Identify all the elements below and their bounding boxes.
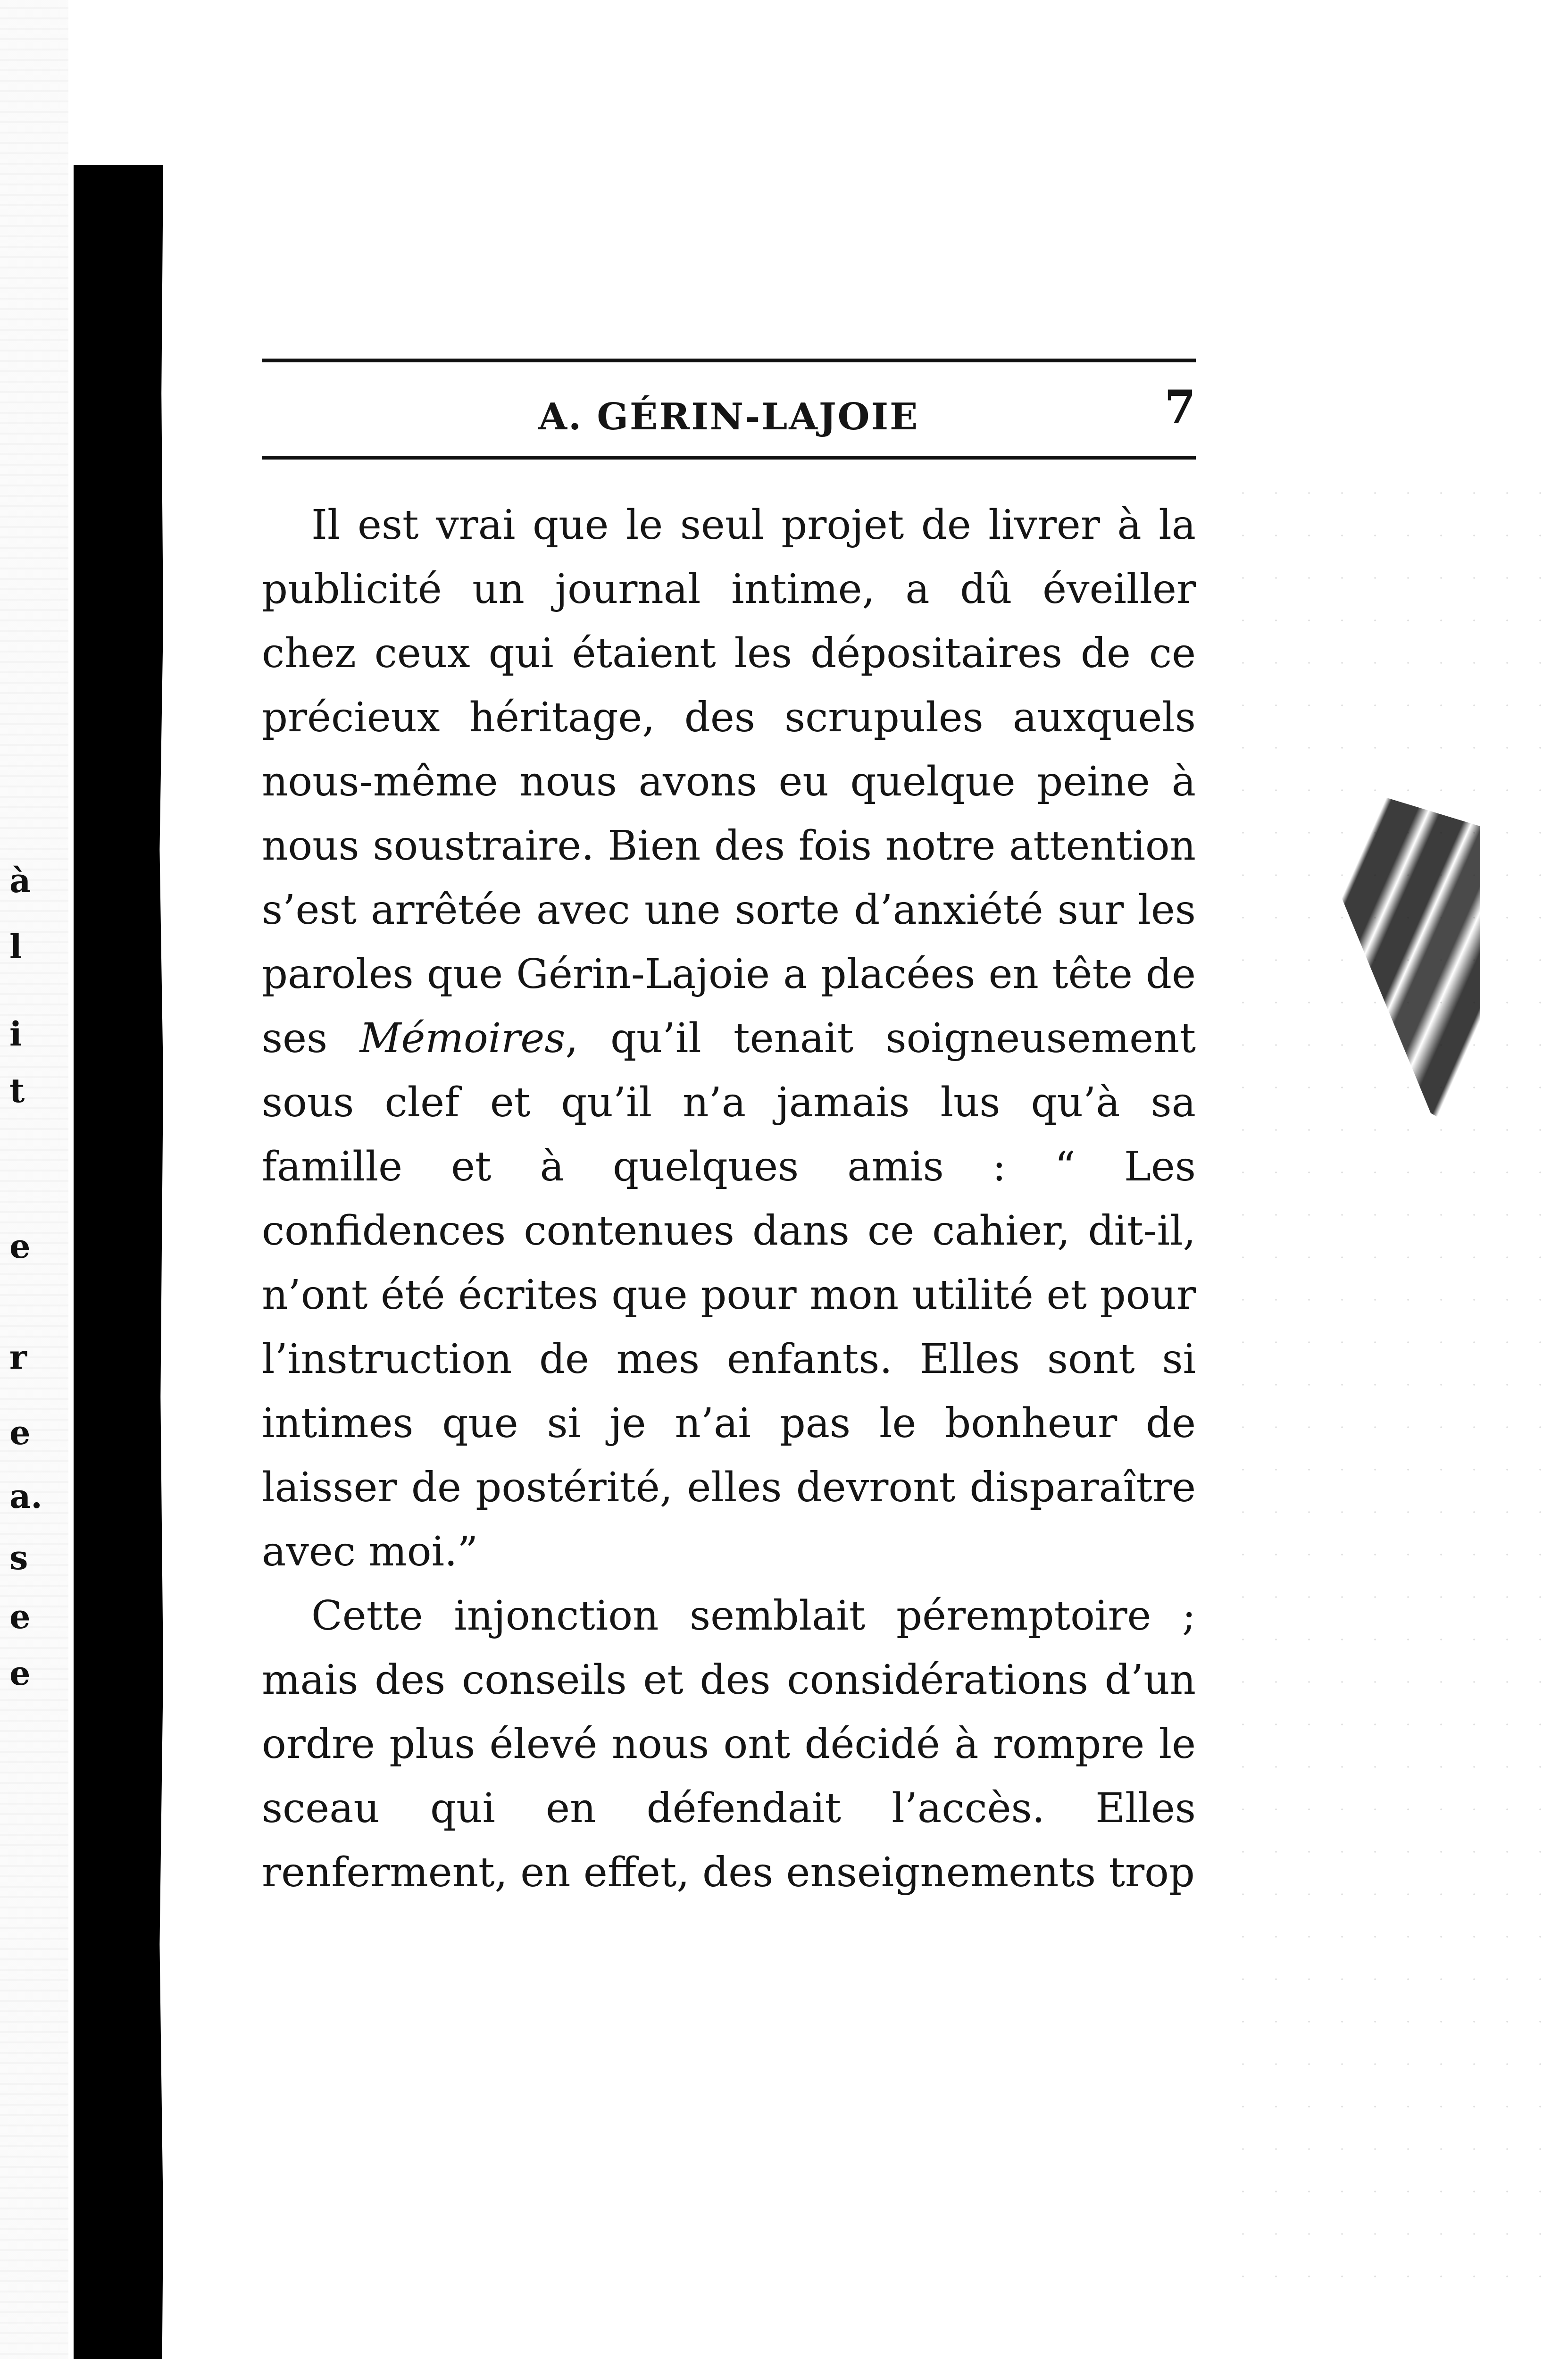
margin-fragment-2: l (9, 927, 22, 966)
previous-page-margin-fragments (0, 349, 45, 1717)
paragraph-1-ending: , qu’il tenait soigneusement sous clef et qu’il n’a jamais lus qu’à sa famille et à quelques amis : “ Les confidences contenues dans ce cahier, dit-il, n’ont été écrites que pour mon utilité et pour l’instruction de mes enfants. Elles sont si intimes que si je n’ai pas le bonheur de laisser de postérité, elles devront disparaître avec moi.” (262, 1015, 1196, 1575)
paragraph-2: Cette injonction semblait péremptoire ; mais des conseils et des considérations d’un ordre plus élevé nous ont décidé à rompre le sceau qui en défendait l’accès. Elles renferment, en effet, des enseignements trop (262, 1592, 1196, 1896)
margin-fragment-3: i (9, 1014, 22, 1054)
header-rule-bottom (262, 456, 1196, 460)
margin-fragment-9: s (9, 1538, 28, 1577)
paragraph-1-text: Il est vrai que le seul projet de livrer à la publicité un journal intime, a dû éveiller chez ceux qui étaient les dépositaires de ce précieux héritage, des scrupules auxquels nous-même nous avons eu quelque peine à nous soustraire. Bien des fois notre attention s’est arrêtée avec une sorte d’anxiété sur les paroles que Gérin-Lajoie a placées en tête de ses (262, 502, 1196, 1062)
margin-fragment-5: e (9, 1227, 31, 1266)
margin-fragment-4: t (9, 1071, 25, 1110)
paragraph-1 (262, 493, 1196, 1584)
margin-fragment-10: e (9, 1597, 31, 1636)
black-binding-shadow (74, 165, 163, 2359)
body-text (262, 493, 1196, 1905)
memoires-title: Mémoires (359, 1015, 566, 1062)
margin-fragment-11: e (9, 1654, 31, 1693)
running-head: A. GÉRIN-LAJOIE (538, 395, 919, 438)
margin-fragment-7: e (9, 1413, 31, 1452)
scan-noise-right (1226, 472, 1557, 2312)
page-number: 7 (1164, 380, 1196, 434)
margin-fragment-8: a. (9, 1477, 42, 1516)
header-rule-top (262, 359, 1196, 362)
margin-fragment-1: à (9, 861, 31, 900)
margin-fragment-6: r (9, 1338, 27, 1377)
